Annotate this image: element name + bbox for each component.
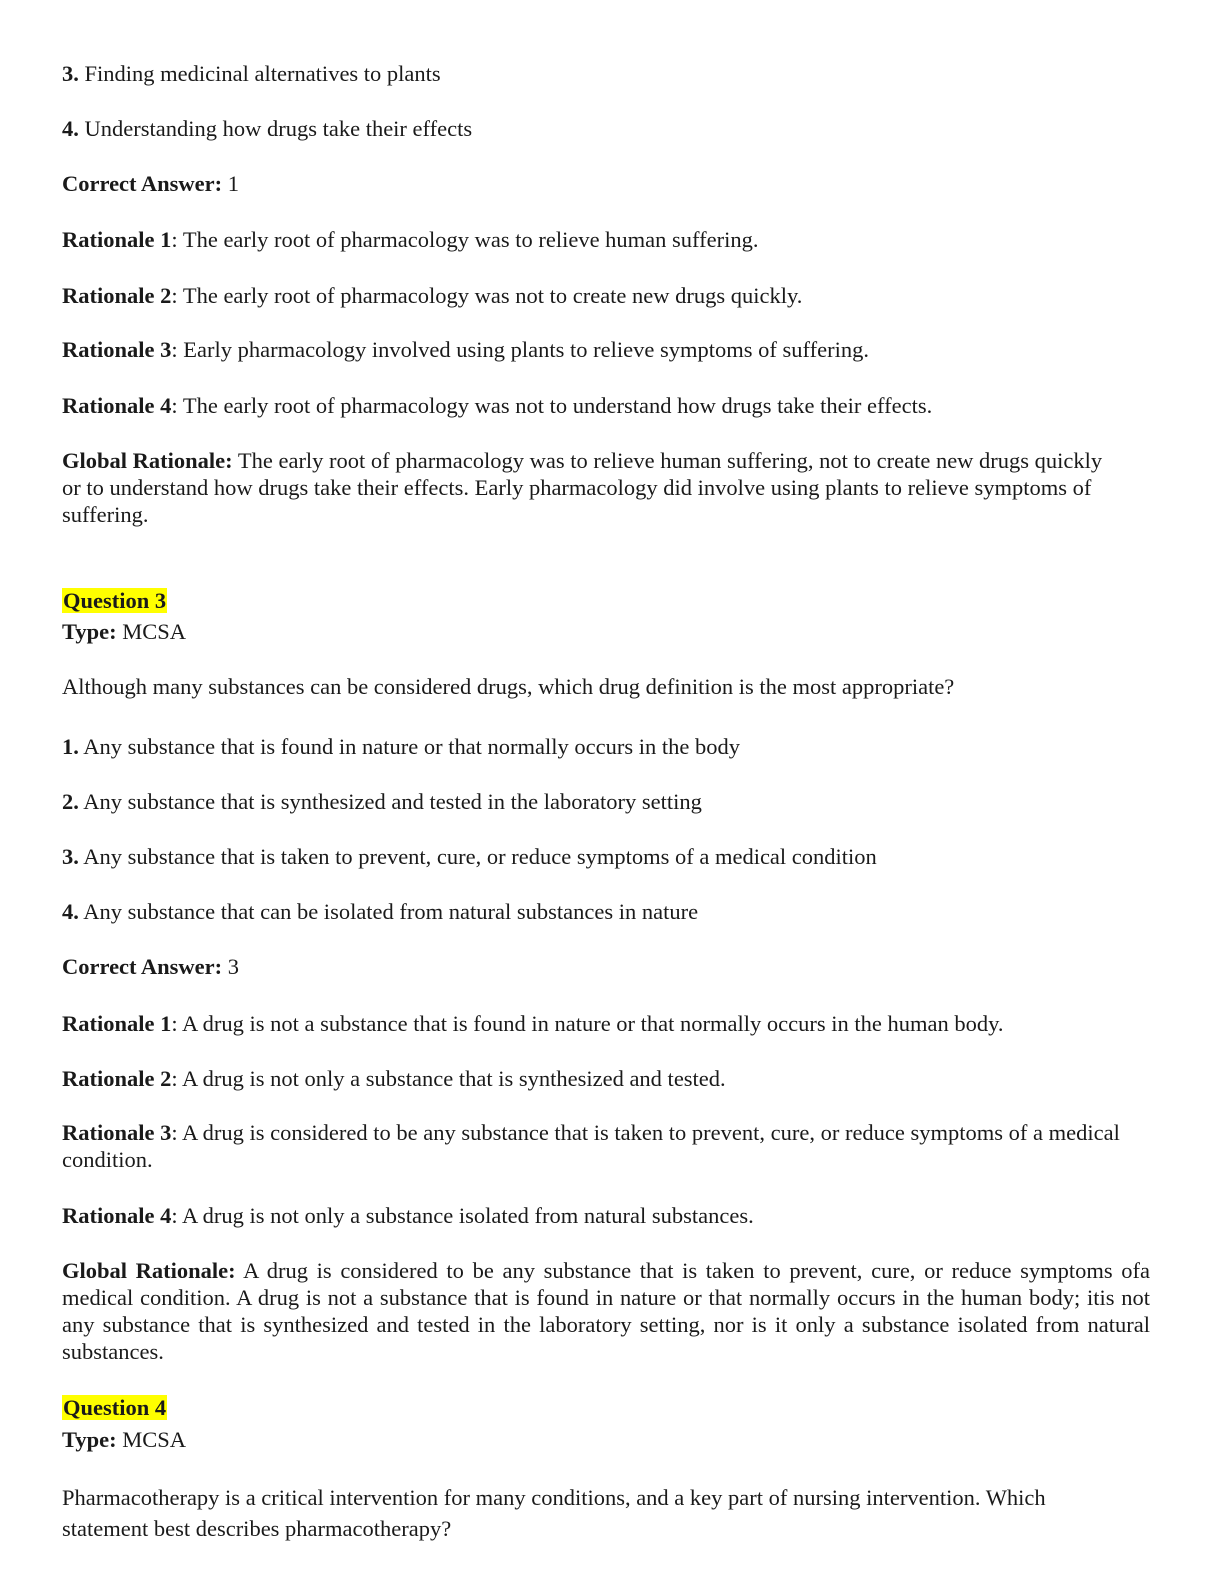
q2-option-3 <box>62 60 1150 87</box>
q3-option-1 <box>62 733 1150 760</box>
q3-option-4 <box>62 898 1150 925</box>
q2-rationale-1 <box>62 226 1150 253</box>
type-label: Type: <box>62 1427 117 1452</box>
option-text: Any substance that is taken to prevent, cure, or reduce symptoms of a medical condition <box>83 844 877 869</box>
option-number: 4. <box>62 899 79 924</box>
correct-answer-value: 3 <box>227 954 240 979</box>
type-value: MCSA <box>122 1427 186 1452</box>
type-value: MCSA <box>122 619 186 644</box>
rationale-label: Rationale 3 <box>62 337 172 362</box>
option-number: 3. <box>62 844 79 869</box>
q3-option-2 <box>62 788 1150 815</box>
rationale-text: : The early root of pharmacology was not to understand how drugs take their effects. <box>171 393 933 418</box>
question-heading: Question 4 <box>63 1395 167 1420</box>
global-rationale-text: A drug is considered to be any substance that is taken to prevent, cure, or reduce symptoms ofa medical condition. A drug is not a substance that is found in nature or that normally occurs in the human body; itis not any substance that is synthesized and tested in the laboratory setting, nor is it only a substance isolated from natural substances. <box>62 1258 1150 1364</box>
rationale-text: : A drug is not a substance that is found in nature or that normally occurs in the human body. <box>171 1011 1004 1036</box>
rationale-text: : Early pharmacology involved using plants to relieve symptoms of suffering. <box>171 337 869 362</box>
q3-stem <box>62 673 1150 700</box>
q4-heading <box>62 1394 1150 1421</box>
q3-rationale-1 <box>62 1010 1150 1037</box>
q2-rationale-2 <box>62 282 1150 309</box>
q3-type <box>62 618 1150 645</box>
rationale-label: Rationale 2 <box>62 283 172 308</box>
q3-rationale-3 <box>62 1119 1122 1173</box>
q2-global-rationale <box>62 447 1122 528</box>
rationale-text: : A drug is not only a substance isolated from natural substances. <box>171 1203 754 1228</box>
question-stem: Pharmacotherapy is a critical intervention for many conditions, and a key part of nursing intervention. Which statement best describes pharmacotherapy? <box>62 1485 1046 1541</box>
correct-answer-label: Correct Answer: <box>62 954 223 979</box>
rationale-text: : A drug is considered to be any substance that is taken to prevent, cure, or reduce symptoms of a medical condition. <box>62 1120 1120 1172</box>
rationale-label: Rationale 3 <box>62 1120 172 1145</box>
rationale-text: : The early root of pharmacology was to relieve human suffering. <box>171 227 759 252</box>
q3-rationale-4 <box>62 1202 1150 1229</box>
global-rationale-label: Global Rationale: <box>62 448 233 473</box>
rationale-label: Rationale 1 <box>62 227 172 252</box>
global-rationale-text: The early root of pharmacology was to relieve human suffering, not to create new drugs quickly or to understand how drugs take their effects. Early pharmacology did involve using plants to relieve symptoms of suffering. <box>62 448 1103 527</box>
rationale-label: Rationale 4 <box>62 1203 172 1228</box>
q3-heading <box>62 587 1150 614</box>
q3-correct-answer <box>62 953 1150 980</box>
option-text: Understanding how drugs take their effects <box>84 116 473 141</box>
q2-option-4 <box>62 115 1150 142</box>
option-number: 2. <box>62 789 79 814</box>
rationale-label: Rationale 4 <box>62 393 172 418</box>
q3-option-3 <box>62 843 1150 870</box>
correct-answer-value: 1 <box>227 171 240 196</box>
option-number: 4. <box>62 116 79 141</box>
q2-rationale-3 <box>62 336 1150 363</box>
rationale-label: Rationale 2 <box>62 1066 172 1091</box>
q4-stem <box>62 1482 1122 1544</box>
question-heading: Question 3 <box>63 588 167 613</box>
q2-rationale-4 <box>62 392 1150 419</box>
option-text: Any substance that is synthesized and tested in the laboratory setting <box>83 789 702 814</box>
global-rationale-label: Global Rationale: <box>62 1258 236 1283</box>
q4-type <box>62 1426 1150 1453</box>
option-number: 1. <box>62 734 79 759</box>
correct-answer-label: Correct Answer: <box>62 171 223 196</box>
q3-global-rationale <box>62 1257 1150 1365</box>
rationale-text: : The early root of pharmacology was not to create new drugs quickly. <box>171 283 803 308</box>
type-label: Type: <box>62 619 117 644</box>
q2-correct-answer <box>62 170 1150 197</box>
option-text: Finding medicinal alternatives to plants <box>84 61 441 86</box>
option-number: 3. <box>62 61 79 86</box>
rationale-text: : A drug is not only a substance that is synthesized and tested. <box>171 1066 726 1091</box>
rationale-label: Rationale 1 <box>62 1011 172 1036</box>
q3-rationale-2 <box>62 1065 1150 1092</box>
question-stem: Although many substances can be considered drugs, which drug definition is the most appropriate? <box>62 674 955 699</box>
option-text: Any substance that is found in nature or that normally occurs in the body <box>83 734 740 759</box>
option-text: Any substance that can be isolated from natural substances in nature <box>83 899 699 924</box>
